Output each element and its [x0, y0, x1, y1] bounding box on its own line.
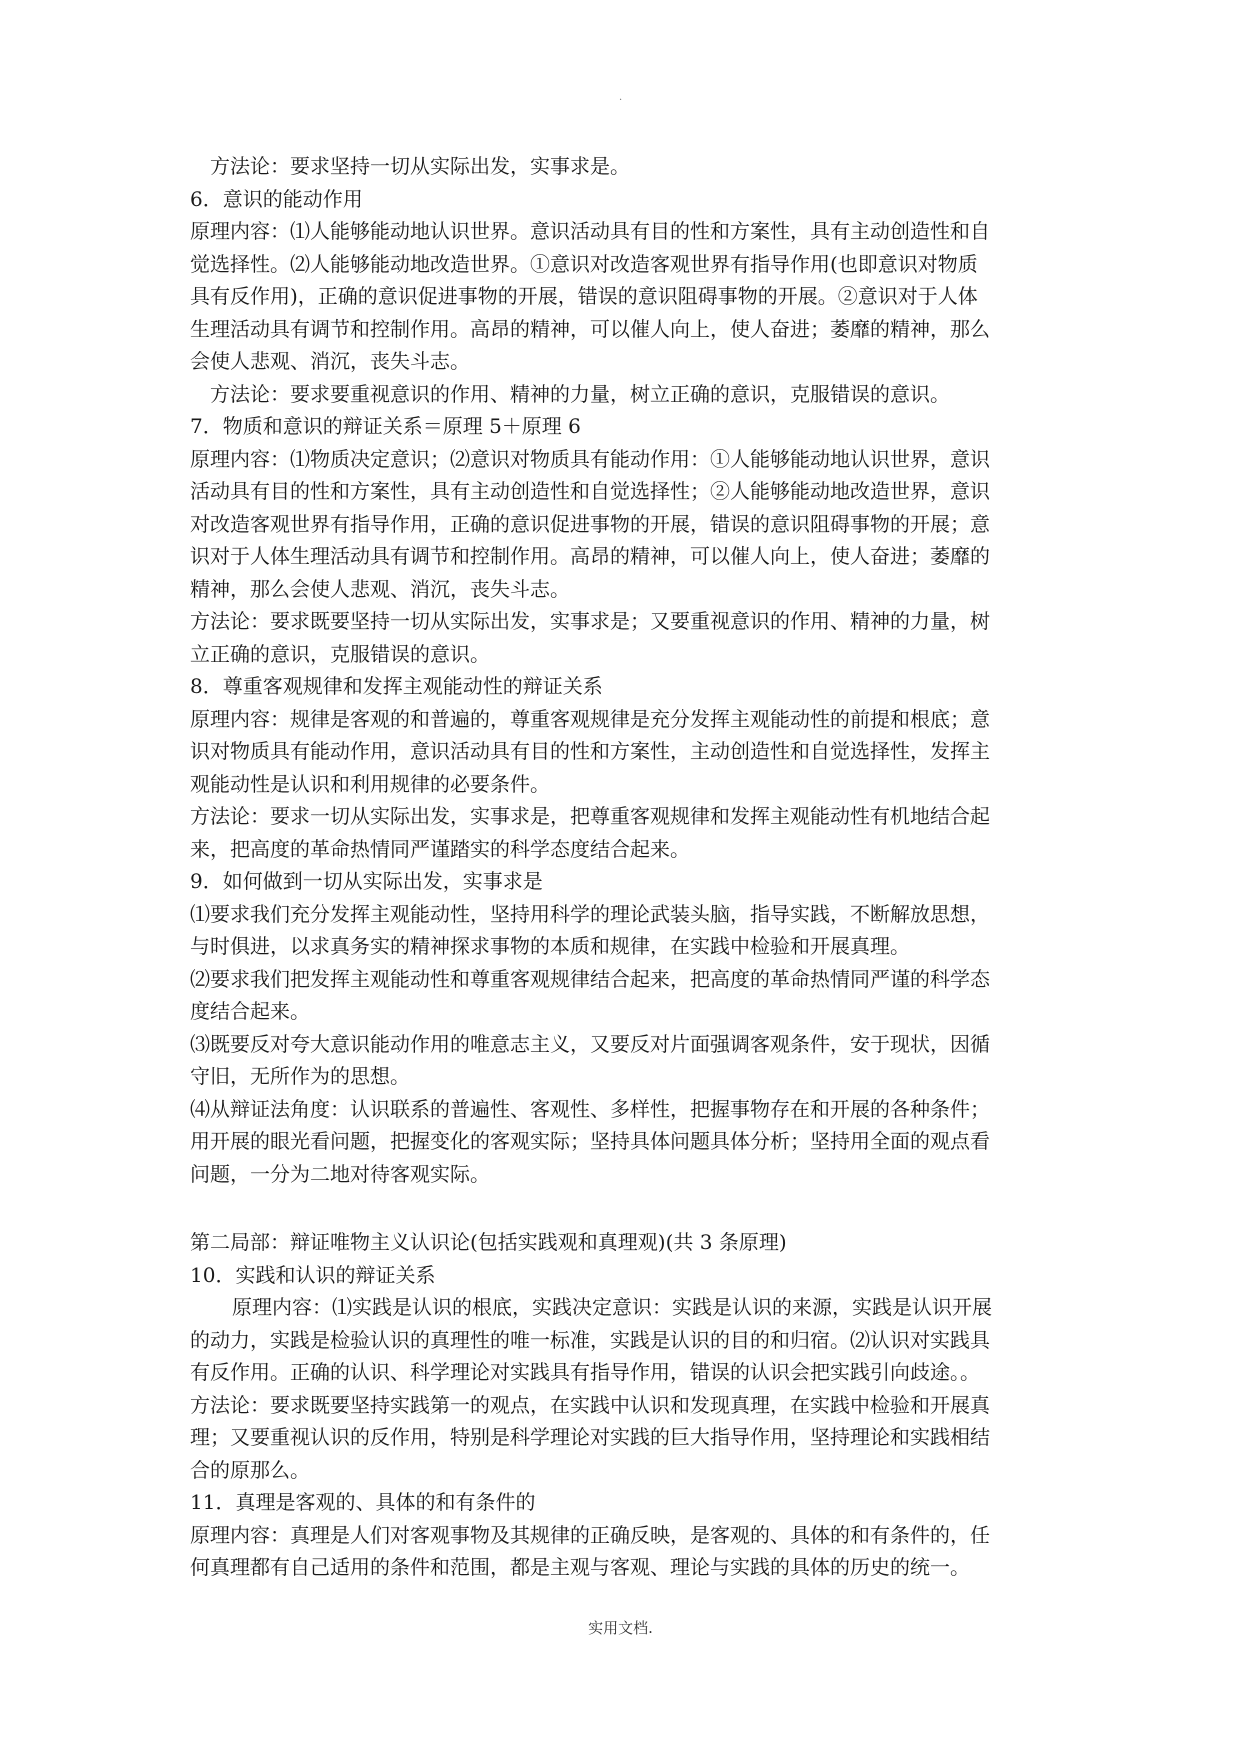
text-line: ⑶既要反对夸大意识能动作用的唯意志主义，又要反对片面强调客观条件，安于现状，因循: [190, 1031, 990, 1056]
text-line: 立正确的意识，克服错误的意识。: [190, 641, 490, 666]
page-footer: 实用文档.: [588, 1619, 653, 1637]
section-heading: 7．物质和意识的辩证关系＝原理 5＋原理 6: [190, 414, 581, 438]
text-line: 方法论：要求一切从实际出发，实事求是，把尊重客观规律和发挥主观能动性有机地结合起: [190, 804, 990, 828]
document-body: [190, 150, 1058, 1584]
text-line: 守旧，无所作为的思想。: [190, 1064, 410, 1088]
section-heading: 8．尊重客观规律和发挥主观能动性的辩证关系: [190, 674, 603, 698]
text-line: 方法论：要求坚持一切从实际出发，实事求是。: [210, 154, 630, 178]
text-line: 方法论：要求既要坚持一切从实际出发，实事求是；又要重视意识的作用、精神的力量，树: [190, 609, 990, 633]
page-top-mark: .: [619, 92, 623, 103]
text-line: 活动具有目的性和方案性，具有主动创造性和自觉选择性；②人能够能动地改造世界，意识: [190, 479, 990, 503]
section-heading: 9．如何做到一切从实际出发，实事求是: [190, 869, 543, 893]
text-line: 有反作用。正确的认识、科学理论对实践具有指导作用，错误的认识会把实践引向歧途。。: [190, 1360, 980, 1384]
text-line: 原理内容：规律是客观的和普遍的，尊重客观规律是充分发挥主观能动性的前提和根底；意: [190, 706, 990, 731]
paragraph-gap: [190, 1190, 1058, 1226]
text-line: 识对物质具有能动作用，意识活动具有目的性和方案性，主动创造性和自觉选择性，发挥主: [190, 739, 990, 763]
text-line: 觉选择性。⑵人能够能动地改造世界。①意识对改造客观世界有指导作用(也即意识对物质: [190, 251, 978, 276]
section-heading: 6．意识的能动作用: [190, 186, 363, 211]
text-line: 生理活动具有调节和控制作用。高昂的精神，可以催人向上，使人奋进；萎靡的精神，那么: [190, 316, 990, 341]
text-line: 原理内容：真理是人们对客观事物及其规律的正确反映，是客观的、具体的和有条件的，任: [190, 1522, 990, 1547]
text-line: 对改造客观世界有指导作用，正确的意识促进事物的开展，错误的意识阻碍事物的开展；意: [190, 511, 990, 536]
section-heading: 11．真理是客观的、具体的和有条件的: [190, 1490, 536, 1514]
part-heading: 第二局部：辩证唯物主义认识论(包括实践观和真理观)(共 3 条原理): [190, 1230, 787, 1254]
text-line: 何真理都有自己适用的条件和范围，都是主观与客观、理论与实践的具体的历史的统一。: [190, 1555, 970, 1579]
text-line: 问题，一分为二地对待客观实际。: [190, 1161, 490, 1186]
text-line: 的动力，实践是检验认识的真理性的唯一标准，实践是认识的目的和归宿。⑵认识对实践具: [190, 1327, 990, 1352]
text-line: 度结合起来。: [190, 999, 310, 1023]
text-line: 理；又要重视认识的反作用，特别是科学理论对实践的巨大指导作用，坚持理论和实践相结: [190, 1425, 990, 1449]
text-line: ⑵要求我们把发挥主观能动性和尊重客观规律结合起来，把高度的革命热情同严谨的科学态: [190, 966, 990, 991]
text-line: ⑷从辩证法角度：认识联系的普遍性、客观性、多样性，把握事物存在和开展的各种条件；: [190, 1096, 990, 1121]
text-line: 方法论：要求要重视意识的作用、精神的力量，树立正确的意识，克服错误的意识。: [210, 381, 950, 406]
text-line: 与时俱进，以求真务实的精神探求事物的本质和规律，在实践中检验和开展真理。: [190, 934, 910, 958]
text-line: 识对于人体生理活动具有调节和控制作用。高昂的精神，可以催人向上，使人奋进；萎靡的: [190, 544, 990, 568]
text-line: 原理内容：⑴实践是认识的根底，实践决定意识：实践是认识的来源，实践是认识开展: [232, 1295, 992, 1319]
text-line: 会使人悲观、消沉，丧失斗志。: [190, 349, 470, 373]
text-line: 原理内容：⑴物质决定意识；⑵意识对物质具有能动作用：①人能够能动地认识世界，意识: [190, 446, 990, 471]
text-line: 原理内容：⑴人能够能动地认识世界。意识活动具有目的性和方案性，具有主动创造性和自: [190, 219, 990, 243]
section-heading: 10．实践和认识的辩证关系: [190, 1262, 436, 1287]
text-line: 具有反作用)，正确的意识促进事物的开展，错误的意识阻碍事物的开展。②意识对于人体: [190, 284, 978, 308]
text-line: ⑴要求我们充分发挥主观能动性，坚持用科学的理论武装头脑，指导实践，不断解放思想，: [190, 901, 990, 926]
text-line: 合的原那么。: [190, 1457, 310, 1482]
text-line: 来，把高度的革命热情同严谨踏实的科学态度结合起来。: [190, 836, 690, 861]
text-line: 观能动性是认识和利用规律的必要条件。: [190, 771, 550, 796]
text-line: 精神，那么会使人悲观、消沉，丧失斗志。: [190, 576, 570, 601]
text-line: 方法论：要求既要坚持实践第一的观点，在实践中认识和发现真理，在实践中检验和开展真: [190, 1392, 990, 1417]
text-line: 用开展的眼光看问题，把握变化的客观实际；坚持具体问题具体分析；坚持用全面的观点看: [190, 1129, 990, 1153]
